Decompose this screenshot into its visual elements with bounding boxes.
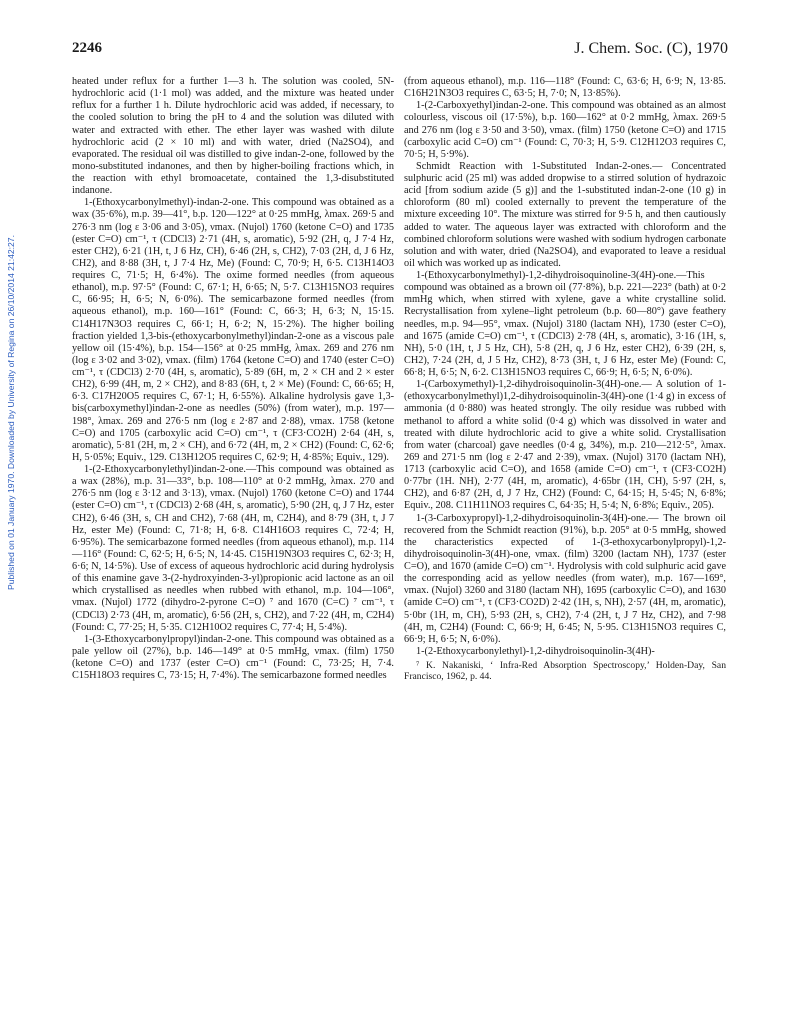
journal-title: J. Chem. Soc. (C), 1970 <box>574 40 728 57</box>
paragraph: 1-(2-Ethoxycarbonylethyl)-1,2-dihydroisoquinolin-3(4H)- <box>416 645 655 657</box>
download-notice: Published on 01 January 1970. Downloaded by University of Regina on 26/10/2014 21:42:27. <box>6 235 16 590</box>
paragraph: 1-(3-Ethoxycarbonylpropyl)indan-2-one. This compound was obtained as a pale yellow oil (27%), b.p. 146—149° at 0·5 mmHg, νmax. (film) 1750 (ketone C=O) and 1737 (ester C=O) cm⁻¹ (Found: C, 73·25; H, 7·4. C15H18O3 requires C, 73·15; H, 7·4%). The semicarbazone formed needles <box>72 633 394 682</box>
paragraph: 1-(3-Carboxypropyl)-1,2-dihydroisoquinolin-3(4H)-one.— The brown oil recovered from the Schmidt reaction (91%), b.p. 205° at 0·5 mmHg, showed the characteristics expected of 1-(3-ethoxycarbonylpropyl)-1,2-dihydroisoquinolin-3(4H)-one, νmax. (film) 3200 (lactam NH), 1737 (ester C=O), and 1670 (amide C=O) cm⁻¹. Hydrolysis with cold sulphuric acid gave the corresponding acid as yellow needles (from water), m.p. 167—169°, νmax. (Nujol) 3260 and 3180 (lactam NH), 1695 (carboxylic C=O), and 1630 (amide C=O) cm⁻¹, τ (CF3·CO2D) 2·42 (1H, s, NH), 2·57 (4H, m, aromatic), 5·0br (1H, m, CH), 5·93 (2H, s, CH2), 7·4 (2H, t, J 7 Hz, CH2), and 7·98 (4H, m, C2H4) (Found: C, 66·9; H, 6·45; N, 5·95. C13H15NO3 requires C, 66·9; H, 6·5; N, 6·0%). <box>404 512 726 645</box>
paragraph: 1-(Ethoxycarbonylmethyl)-1,2-dihydroisoquinoline-3(4H)-one.—This compound was obtained as a brown oil (77·8%), b.p. 221—223° (bath) at 0·2 mmHg which, when stirred with xylene, gave a white crystalline solid. Recrystallisation from xylene–light petroleum (b.p. 60—80°) gave feathery needles, m.p. 94—95°, νmax. (Nujol) 3180 (lactam NH), 1730 (ester C=O), and 1675 (amide C=O) cm⁻¹, τ (CDCl3) 2·78 (4H, s, aromatic), 3·16 (1H, s, NH), 5·0 (1H, t, J 5 Hz, CH), 5·8 (2H, q, J 6 Hz, ester CH2), 6·39 (2H, s, CH2), 7·24 (2H, d, J 5 Hz, CH2), 8·73 (3H, t, J 6 Hz, ester Me) (Found: C, 66·8; H, 6·5; N, 6·2. C13H15NO3 requires C, 66·9; H, 6·5; N, 6·0%). <box>404 270 726 378</box>
paragraph: 1-(Ethoxycarbonylmethyl)-indan-2-one. This compound was obtained as a wax (35·6%), m.p. 39—41°, b.p. 120—122° at 0·25 mmHg, λmax. 269·5 and 276·3 nm (log ε 3·06 and 3·05), νmax. (Nujol) 1760 (ketone C=O) and 1735 (ester C=O) cm⁻¹, τ (CDCl3) 2·71 (4H, s, aromatic), 5·92 (2H, q, J 7·4 Hz, ester CH2), 6·21 (1H, t, J 6 Hz, CH), 6·46 (2H, s, CH2), 7·03 (2H, d, J 6 Hz, CH2), and 8·88 (3H, t, J 7·4 Hz, Me) (Found: C, 70·9; H, 6·5. C13H14O3 requires C, 71·5; H, 6·4%). The oxime formed needles (from aqueous ethanol), m.p. 97·5° (Found: C, 67·1; H, 6·65; N, 5·7. C13H15NO3 requires C, 66·95; H, 6·5; N, 6·0%). The semicarbazone formed needles (from aqueous ethanol), m.p. 160—161° (Found: C, 66·3; H, 6·3; N, 15·15. C14H17N3O3 requires C, 66·1; H, 6·2; N, 15·2%). The higher boiling fraction yielded 1,3-bis-(ethoxycarbonylmethyl)indan-2-one as a viscous pale yellow oil (15·4%), b.p. 154—156° at 0·25 mmHg, λmax. 269 and 276 nm (log ε 3·02 and 3·02), νmax. (film) 1764 (ketone C=O) and 1740 (ester C=O) cm⁻¹, τ (CDCl3) 2·70 (4H, s, aromatic), 5·89 (6H, m, 2 × CH and 2 × ester CH2), 6·99 (4H, m, 2 × CH2), and 8·83 (6H, t, 2 × Me) (Found: C, 66·65; H, 6·3. C17H20O5 requires C, 67·1; H, 6·55%). Alkaline hydrolysis gave 1,3-bis(carboxymethyl)indan-2-one as needles (50%) (from water), m.p. 197—198°, λmax. 269 and 276·5 nm (log ε 2·87 and 2·88), νmax. 1758 (ketone C=O) and 1705 (carboxylic acid C=O) cm⁻¹, τ (CF3·CO2H) 2·64 (4H, s, aromatic), 5·81 (2H, m, 2 × CH), and 6·72 (4H, m, 2 × CH2) (Found: C, 62·6; H, 5·05%; Equiv., 129. C13H12O5 requires C, 62·9; H, 4·85%; Equiv., 129). <box>72 197 394 463</box>
paragraph: 1-(2-Ethoxycarbonylethyl)indan-2-one.—This compound was obtained as a wax (28%), m.p. 31—33°, b.p. 108—110° at 0·2 mmHg, λmax. 270 and 276·5 nm (log ε 3·12 and 3·13), νmax. (Nujol) 1760 (ketone C=O) and 1744 (ester C=O) cm⁻¹, τ (CDCl3) 2·68 (4H, s, aromatic), 5·90 (2H, q, J 7 Hz, ester CH2), 6·46 (3H, s, CH and CH2), 7·68 (4H, m, C2H4), and 8·79 (3H, t, J 7 Hz, ester Me) (Found: C, 71·8; H, 6·8. C14H16O3 requires C, 72·4; H, 6·95%). The semicarbazone formed needles (from aqueous ethanol), m.p. 114—116° (Found: C, 62·5; H, 6·5; N, 14·45. C15H19N3O3 requires C, 62·3; H, 6·6; N, 14·5%). Use of excess of aqueous hydrochloric acid during hydrolysis of this enamine gave 3-(2-hydroxyinden-3-yl)propionic acid lactone as an oil which crystallised as needles when rubbed with ethanol, m.p. 104—106°, νmax. (Nujol) 1772 (dihydro-2-pyrone C=O) ⁷ and 1670 (C=C) ⁷ cm⁻¹, τ (CDCl3) 2·73 (4H, m, aromatic), 6·56 (2H, s, CH2), and 7·22 (4H, m, C2H4) (Found: C, 77·25; H, 5·35. C12H10O2 requires C, 77·4; H, 5·4%). <box>72 464 394 633</box>
paragraph: heated under reflux for a further 1—3 h. The solution was cooled, 5N-hydrochloric acid (1·1 mol) was added, and the mixture was heated under reflux for a further 1 h. Dilute hydrochloric acid was added, if necessary, to the cooled solution to bring the pH to 4 and the solution was diluted with water and extracted with ether. The ether layer was washed with dilute hydrochloric acid (2 × 10 ml) and with water, dried (Na2SO4), and evaporated. The residual oil was distilled to give indan-2-one, followed by the mono-substituted indanones, and then by higher-boiling fractions which, in the reaction with ethyl bromoacetate, contained the 1,3-disubstituted indanone. <box>72 76 394 197</box>
left-column <box>72 76 394 682</box>
paragraph: 1-(Carboxymethyl)-1,2-dihydroisoquinolin-3(4H)-one.— A solution of 1-(ethoxycarbonylmethyl)1,2-dihydroisoquinolin-3(4H)-one (1·4 g) in excess of ammonia (d 0·880) was heated strongly. The oily residue was rubbed with methanol to afford a white solid (0·4 g) which was dissolved in water and treated with dilute hydrochloric acid to give a white solid. Crystallisation from water (charcoal) gave needles (0·4 g, 34%), m.p. 210—212·5°, λmax. 269 and 271·5 nm (log ε 2·47 and 2·39), νmax. (Nujol) 3170 (lactam NH), 1713 (carboxylic acid C=O), and 1658 (amide C=O) cm⁻¹, τ (CF3·CO2H) 0·77br (1H. NH), 2·77 (4H, m, aromatic), 4·65br (1H, CH), 5·97 (2H, s, CH2), and 6·87 (2H, d, J 7 Hz, CH2) (Found: C, 64·15; H, 5·45; N, 6·8%; Equiv., 208. C11H11NO3 requires C, 64·35; H, 5·4; N, 6·8%; Equiv., 205). <box>404 379 726 512</box>
paragraph: Schmidt Reaction with 1-Substituted Indan-2-ones.— Concentrated sulphuric acid (25 ml) was added dropwise to a stirred solution of hydrazoic acid [from sodium azide (5 g)] and the 1-substituted indan-2-one (10 g) in chloroform (80 ml) cooled externally to prevent the temperature of the mixture exceeding 10°. The mixture was stirred for 9·5 h, and then cautiously added to water. The aqueous layer was extracted with chloroform and the combined chloroform solutions were washed with sodium hydrogen carbonate solution and with water, dried (Na2SO4), and evaporated to leave a residual oil which was worked up as indicated. <box>404 160 726 269</box>
footnote: ⁷ K. Nakaniski, ‘ Infra-Red Absorption Spectroscopy,’ Holden-Day, San Francisco, 1962, p. 44. <box>404 660 726 683</box>
paragraph: 1-(2-Carboxyethyl)indan-2-one. This compound was obtained as an almost colourless, viscous oil (17·5%), b.p. 160—162° at 0·2 mmHg, λmax. 269·5 and 276 nm (log ε 3·50 and 3·50), νmax. (film) 1750 (ketone C=O) and 1715 (carboxylic acid C=O) cm⁻¹ (Found: C, 70·3; H, 5·9. C12H12O3 requires C, 70·5; H, 5·9%). <box>404 100 726 160</box>
page-number: 2246 <box>72 40 102 56</box>
running-header <box>64 40 728 60</box>
right-column <box>404 76 726 683</box>
paragraph: (from aqueous ethanol), m.p. 116—118° (Found: C, 63·6; H, 6·9; N, 13·85. C16H21N3O3 requires C, 63·5; H, 7·0; N, 13·85%). <box>404 76 726 100</box>
